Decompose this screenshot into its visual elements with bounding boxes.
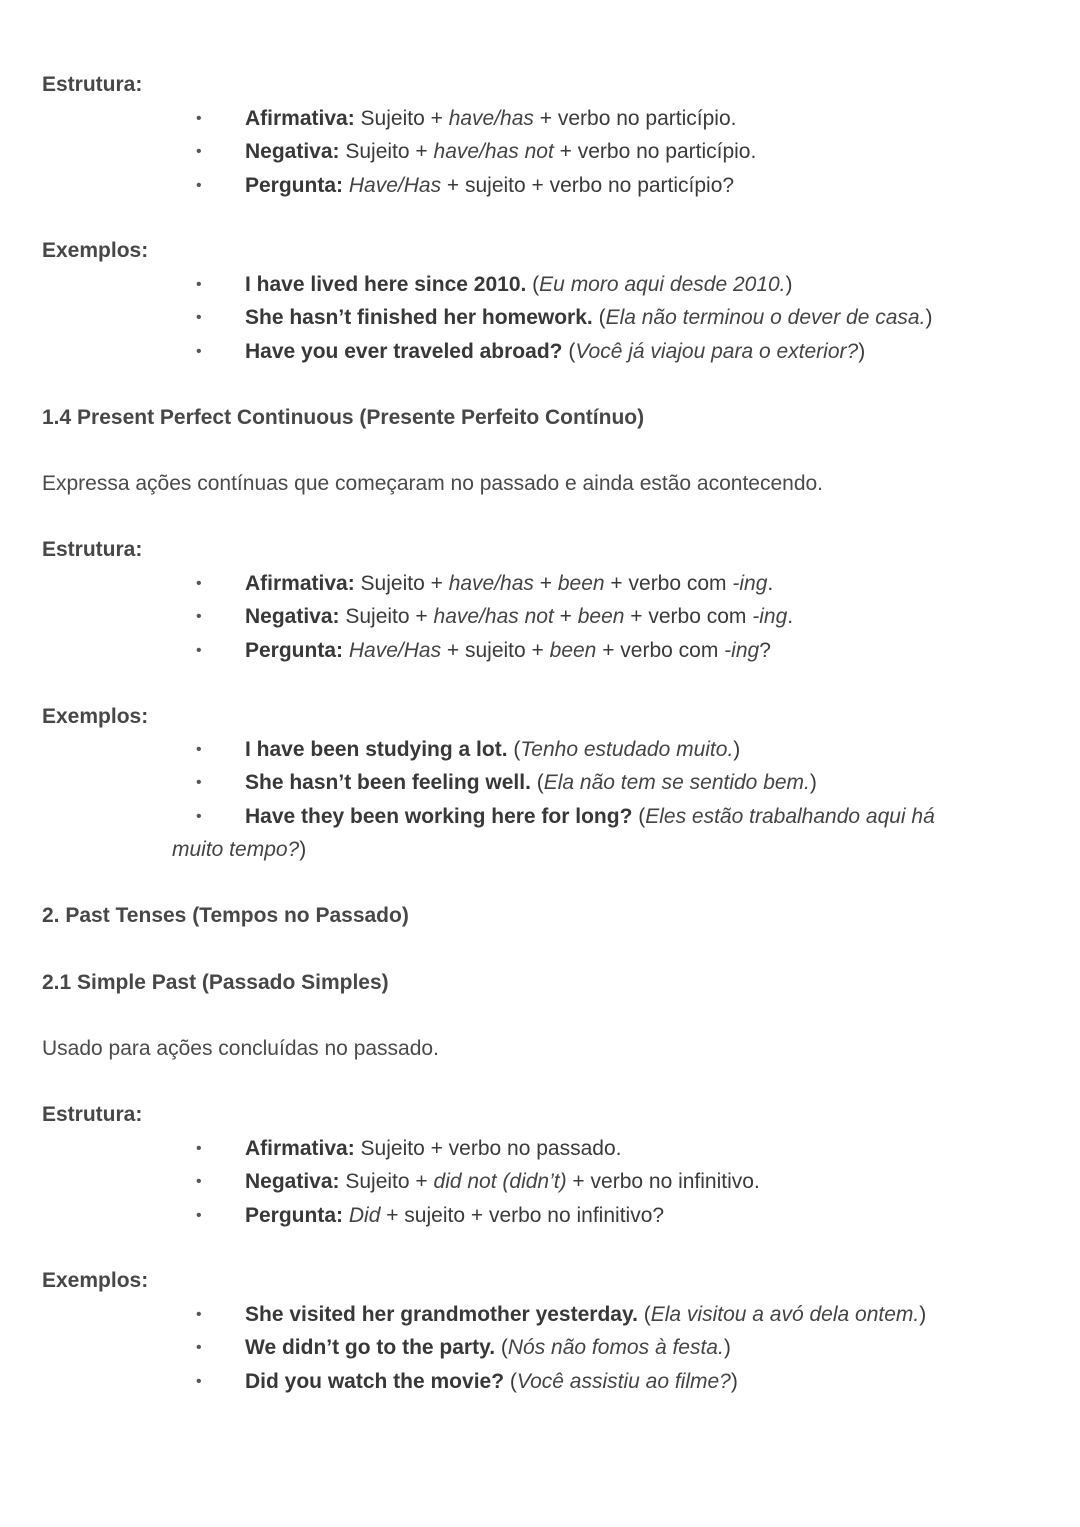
rule-text: Sujeito + (354, 107, 449, 130)
bullet-icon: • (196, 110, 202, 127)
rule-italic: Have/Has (348, 639, 442, 662)
section-label-exemplos: Exemplos: (42, 705, 149, 728)
example-translation-cont: muito tempo? (172, 838, 300, 861)
rule-text: Sujeito + (339, 605, 434, 628)
paren: ( (637, 1303, 651, 1326)
rule-text: + verbo no infinitivo. (566, 1170, 760, 1193)
rule-title: Negativa: (245, 140, 340, 163)
paren: ) (733, 738, 741, 761)
paren: ) (785, 273, 793, 296)
example-english: I have been studying a lot. (245, 738, 508, 761)
rule-italic: have/has (448, 107, 534, 130)
rule-italic: -ing (732, 572, 768, 595)
list-item (0, 1331, 1080, 1365)
list-item (0, 1165, 1080, 1199)
bullet-icon: • (196, 343, 202, 360)
rule-italic: been (557, 572, 605, 595)
rule-text: + verbo no particípio. (553, 140, 757, 163)
bullet-icon: • (196, 608, 202, 625)
rule-text: + verbo no particípio. (533, 107, 737, 130)
example-translation: Eu moro aqui desde 2010. (539, 273, 786, 296)
example-english: I have lived here since 2010. (245, 273, 527, 296)
rule-italic: have/has not (433, 605, 554, 628)
section-heading: 2. Past Tenses (Tempos no Passado) (42, 904, 409, 927)
rule-text: . (767, 572, 774, 595)
example-english: Have you ever traveled abroad? (245, 340, 563, 363)
rule-italic: have/has (448, 572, 534, 595)
example-translation: Ela não terminou o dever de casa. (605, 306, 926, 329)
bullet-icon: • (196, 309, 202, 326)
rule-italic: been (577, 605, 625, 628)
rule-title: Afirmativa: (245, 107, 355, 130)
rule-text: + sujeito + (441, 639, 550, 662)
paren: ( (526, 273, 540, 296)
list-item (0, 733, 1080, 767)
example-english: Have they been working here for long? (245, 805, 633, 828)
paren: ( (632, 805, 646, 828)
list-item (0, 800, 1080, 834)
paragraph: Expressa ações contínuas que começaram no passado e ainda estão acontecendo. (42, 472, 824, 495)
paren: ( (530, 771, 544, 794)
section-heading: 1.4 Present Perfect Continuous (Presente Perfeito Contínuo) (42, 406, 645, 429)
paren: ( (592, 306, 606, 329)
bullet-icon: • (196, 1173, 202, 1190)
rule-title: Negativa: (245, 605, 340, 628)
rule-italic: Did (348, 1204, 381, 1227)
rule-text: + (533, 572, 558, 595)
bullet-icon: • (196, 741, 202, 758)
list-item (0, 1365, 1080, 1399)
example-translation: Eles estão trabalhando aqui há (645, 805, 935, 828)
paren: ) (858, 340, 866, 363)
bullet-icon: • (196, 774, 202, 791)
list-item (0, 766, 1080, 800)
paren: ( (504, 1370, 517, 1393)
bullet-icon: • (196, 642, 202, 659)
list-item (0, 102, 1080, 136)
bullet-icon: • (196, 575, 202, 592)
rule-italic: -ing (752, 605, 788, 628)
rule-text: Sujeito + (354, 572, 449, 595)
example-translation: Nós não fomos à festa. (507, 1336, 724, 1359)
rule-italic: been (549, 639, 597, 662)
rule-text: Sujeito + (339, 140, 434, 163)
paren: ( (562, 340, 576, 363)
rule-text: Sujeito + verbo no passado. (354, 1137, 622, 1160)
rule-text: + sujeito + verbo no infinitivo? (380, 1204, 665, 1227)
paren: ) (925, 306, 933, 329)
list-item-continuation (172, 833, 306, 867)
paren: ) (809, 771, 817, 794)
rule-text: ? (759, 639, 771, 662)
rule-title: Pergunta: (245, 639, 344, 662)
example-english: She visited her grandmother yesterday. (245, 1303, 638, 1326)
paren: ) (919, 1303, 927, 1326)
list-item (0, 268, 1080, 302)
rule-title: Pergunta: (245, 1204, 344, 1227)
paren: ) (730, 1370, 738, 1393)
list-item (0, 169, 1080, 203)
paren: ( (495, 1336, 508, 1359)
list-item (0, 1132, 1080, 1166)
paren: ( (507, 738, 521, 761)
list-item (0, 1298, 1080, 1332)
bullet-icon: • (196, 1140, 202, 1157)
example-translation: Você assistiu ao filme? (516, 1370, 731, 1393)
rule-title: Pergunta: (245, 174, 344, 197)
rule-text: + verbo com (604, 572, 733, 595)
bullet-icon: • (196, 276, 202, 293)
bullet-icon: • (196, 1207, 202, 1224)
list-item (0, 335, 1080, 369)
example-translation: Ela não tem se sentido bem. (543, 771, 810, 794)
section-label-exemplos: Exemplos: (42, 239, 149, 262)
list-item (0, 1199, 1080, 1233)
list-item (0, 600, 1080, 634)
rule-title: Negativa: (245, 1170, 340, 1193)
list-item (0, 135, 1080, 169)
rule-text: + verbo com (596, 639, 725, 662)
rule-italic: Have/Has (348, 174, 442, 197)
example-translation: Tenho estudado muito. (520, 738, 734, 761)
example-english: Did you watch the movie? (245, 1370, 505, 1393)
rule-text: + (553, 605, 578, 628)
rule-italic: -ing (724, 639, 760, 662)
rule-text: Sujeito + (339, 1170, 434, 1193)
example-english: We didn’t go to the party. (245, 1336, 496, 1359)
example-english: She hasn’t been feeling well. (245, 771, 531, 794)
list-item (0, 567, 1080, 601)
example-translation: Você já viajou para o exterior? (575, 340, 859, 363)
bullet-icon: • (196, 1306, 202, 1323)
section-label-exemplos: Exemplos: (42, 1269, 149, 1292)
bullet-icon: • (196, 143, 202, 160)
section-heading: 2.1 Simple Past (Passado Simples) (42, 971, 389, 994)
bullet-icon: • (196, 177, 202, 194)
rule-text: + verbo com (624, 605, 753, 628)
rule-title: Afirmativa: (245, 572, 355, 595)
paren: ) (299, 838, 307, 861)
section-label-estrutura: Estrutura: (42, 73, 143, 96)
example-translation: Ela visitou a avó dela ontem. (650, 1303, 920, 1326)
list-item (0, 634, 1080, 668)
rule-title: Afirmativa: (245, 1137, 355, 1160)
paren: ) (723, 1336, 731, 1359)
bullet-icon: • (196, 808, 202, 825)
paragraph: Usado para ações concluídas no passado. (42, 1037, 439, 1060)
section-label-estrutura: Estrutura: (42, 1103, 143, 1126)
list-item (0, 301, 1080, 335)
rule-italic: have/has not (433, 140, 554, 163)
example-english: She hasn’t finished her homework. (245, 306, 593, 329)
rule-text: . (787, 605, 794, 628)
rule-italic: did not (didn’t) (433, 1170, 567, 1193)
bullet-icon: • (196, 1339, 202, 1356)
section-label-estrutura: Estrutura: (42, 538, 143, 561)
bullet-icon: • (196, 1373, 202, 1390)
rule-text: + sujeito + verbo no particípio? (441, 174, 735, 197)
